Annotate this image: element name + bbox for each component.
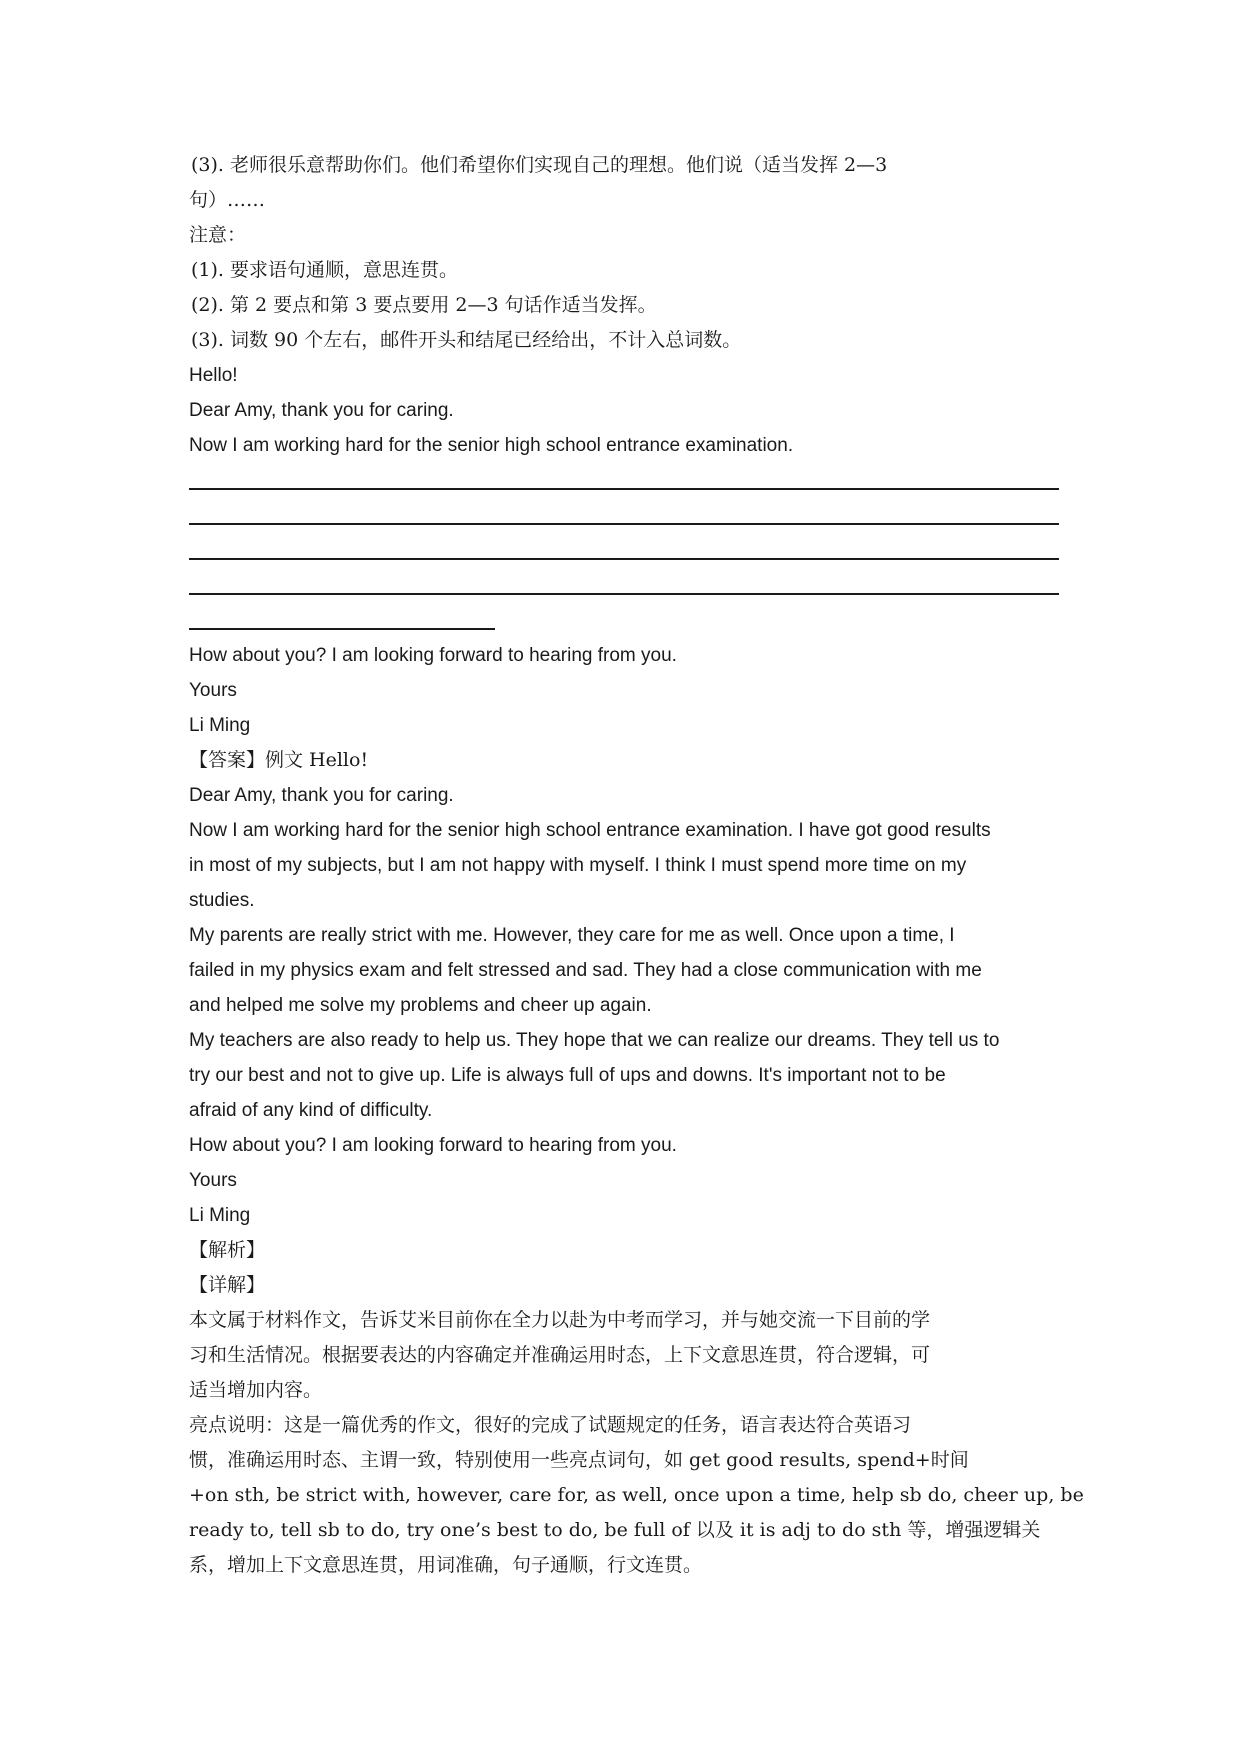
letter-opening: Now I am working hard for the senior high school entrance examination.	[189, 435, 794, 456]
note-2: (2). 第 2 要点和第 3 要点要用 2—3 句话作适当发挥。	[191, 294, 657, 316]
answer-blank-line	[189, 568, 1059, 603]
sample-paragraph-1: in most of my subjects, but I am not happy with myself. I think I must spend more time on my	[189, 855, 967, 876]
requirement-point-3: (3). 老师很乐意帮助你们。他们希望你们实现自己的理想。他们说（适当发挥 2—3	[191, 154, 888, 176]
sample-paragraph-2: failed in my physics exam and felt stressed and sad. They had a close communication with me	[189, 960, 982, 981]
sample-paragraph-3: try our best and not to give up. Life is always full of ups and downs. It's important not to be	[189, 1065, 946, 1086]
letter-greeting: Hello!	[189, 365, 238, 386]
sample-paragraph-2: and helped me solve my problems and cheer up again.	[189, 995, 652, 1016]
letter-signature: Li Ming	[189, 715, 251, 736]
sample-paragraph-1: Now I am working hard for the senior high school entrance examination. I have got good results	[189, 820, 991, 841]
detail-paragraph: 习和生活情况。根据要表达的内容确定并准确运用时态，上下文意思连贯，符合逻辑，可	[189, 1344, 931, 1366]
answer-blank-line-short	[189, 603, 1059, 638]
detail-paragraph: 适当增加内容。	[189, 1379, 323, 1401]
highlight-paragraph: 系，增加上下文意思连贯，用词准确，句子通顺，行文连贯。	[189, 1554, 703, 1576]
letter-closing: How about you? I am looking forward to hearing from you.	[189, 645, 677, 666]
sample-paragraph-3: My teachers are also ready to help us. They hope that we can realize our dreams. They tell us to	[189, 1030, 1000, 1051]
answer-heading: 【答案】例文 Hello!	[189, 749, 369, 771]
analysis-heading: 【解析】	[189, 1239, 266, 1261]
letter-sign-yours: Yours	[189, 680, 237, 701]
highlight-paragraph: +on sth, be strict with, however, care for, as well, once upon a time, help sb do, cheer up, be	[189, 1484, 1084, 1506]
letter-salutation: Dear Amy, thank you for caring.	[189, 400, 454, 421]
answer-blank-line	[189, 533, 1059, 568]
highlight-paragraph: ready to, tell sb to do, try one’s best to do, be full of 以及 it is adj to do sth 等，增强逻辑关	[189, 1519, 1041, 1541]
sample-salutation: Dear Amy, thank you for caring.	[189, 785, 454, 806]
document-page	[189, 148, 1084, 1583]
answer-blank-line	[189, 498, 1059, 533]
detail-paragraph: 本文属于材料作文，告诉艾米目前你在全力以赴为中考而学习，并与她交流一下目前的学	[189, 1309, 931, 1331]
highlight-paragraph: 亮点说明：这是一篇优秀的作文，很好的完成了试题规定的任务，语言表达符合英语习	[189, 1414, 912, 1436]
note-3: (3). 词数 90 个左右，邮件开头和结尾已经给出，不计入总词数。	[191, 329, 742, 351]
sample-closing: How about you? I am looking forward to hearing from you.	[189, 1135, 677, 1156]
highlight-paragraph: 惯，准确运用时态、主谓一致，特别使用一些亮点词句，如 get good results, spend+时间	[189, 1449, 969, 1471]
sample-paragraph-3: afraid of any kind of difficulty.	[189, 1100, 433, 1121]
sample-paragraph-2: My parents are really strict with me. However, they care for me as well. Once upon a time, I	[189, 925, 955, 946]
answer-blank-line	[189, 463, 1059, 498]
sample-paragraph-1: studies.	[189, 890, 255, 911]
sample-signature: Li Ming	[189, 1205, 251, 1226]
note-1: (1). 要求语句通顺，意思连贯。	[191, 259, 458, 281]
requirement-point-3-cont: 句）……	[189, 189, 266, 211]
notes-heading: 注意：	[189, 224, 247, 246]
detail-heading: 【详解】	[189, 1274, 266, 1296]
sample-sign-yours: Yours	[189, 1170, 237, 1191]
